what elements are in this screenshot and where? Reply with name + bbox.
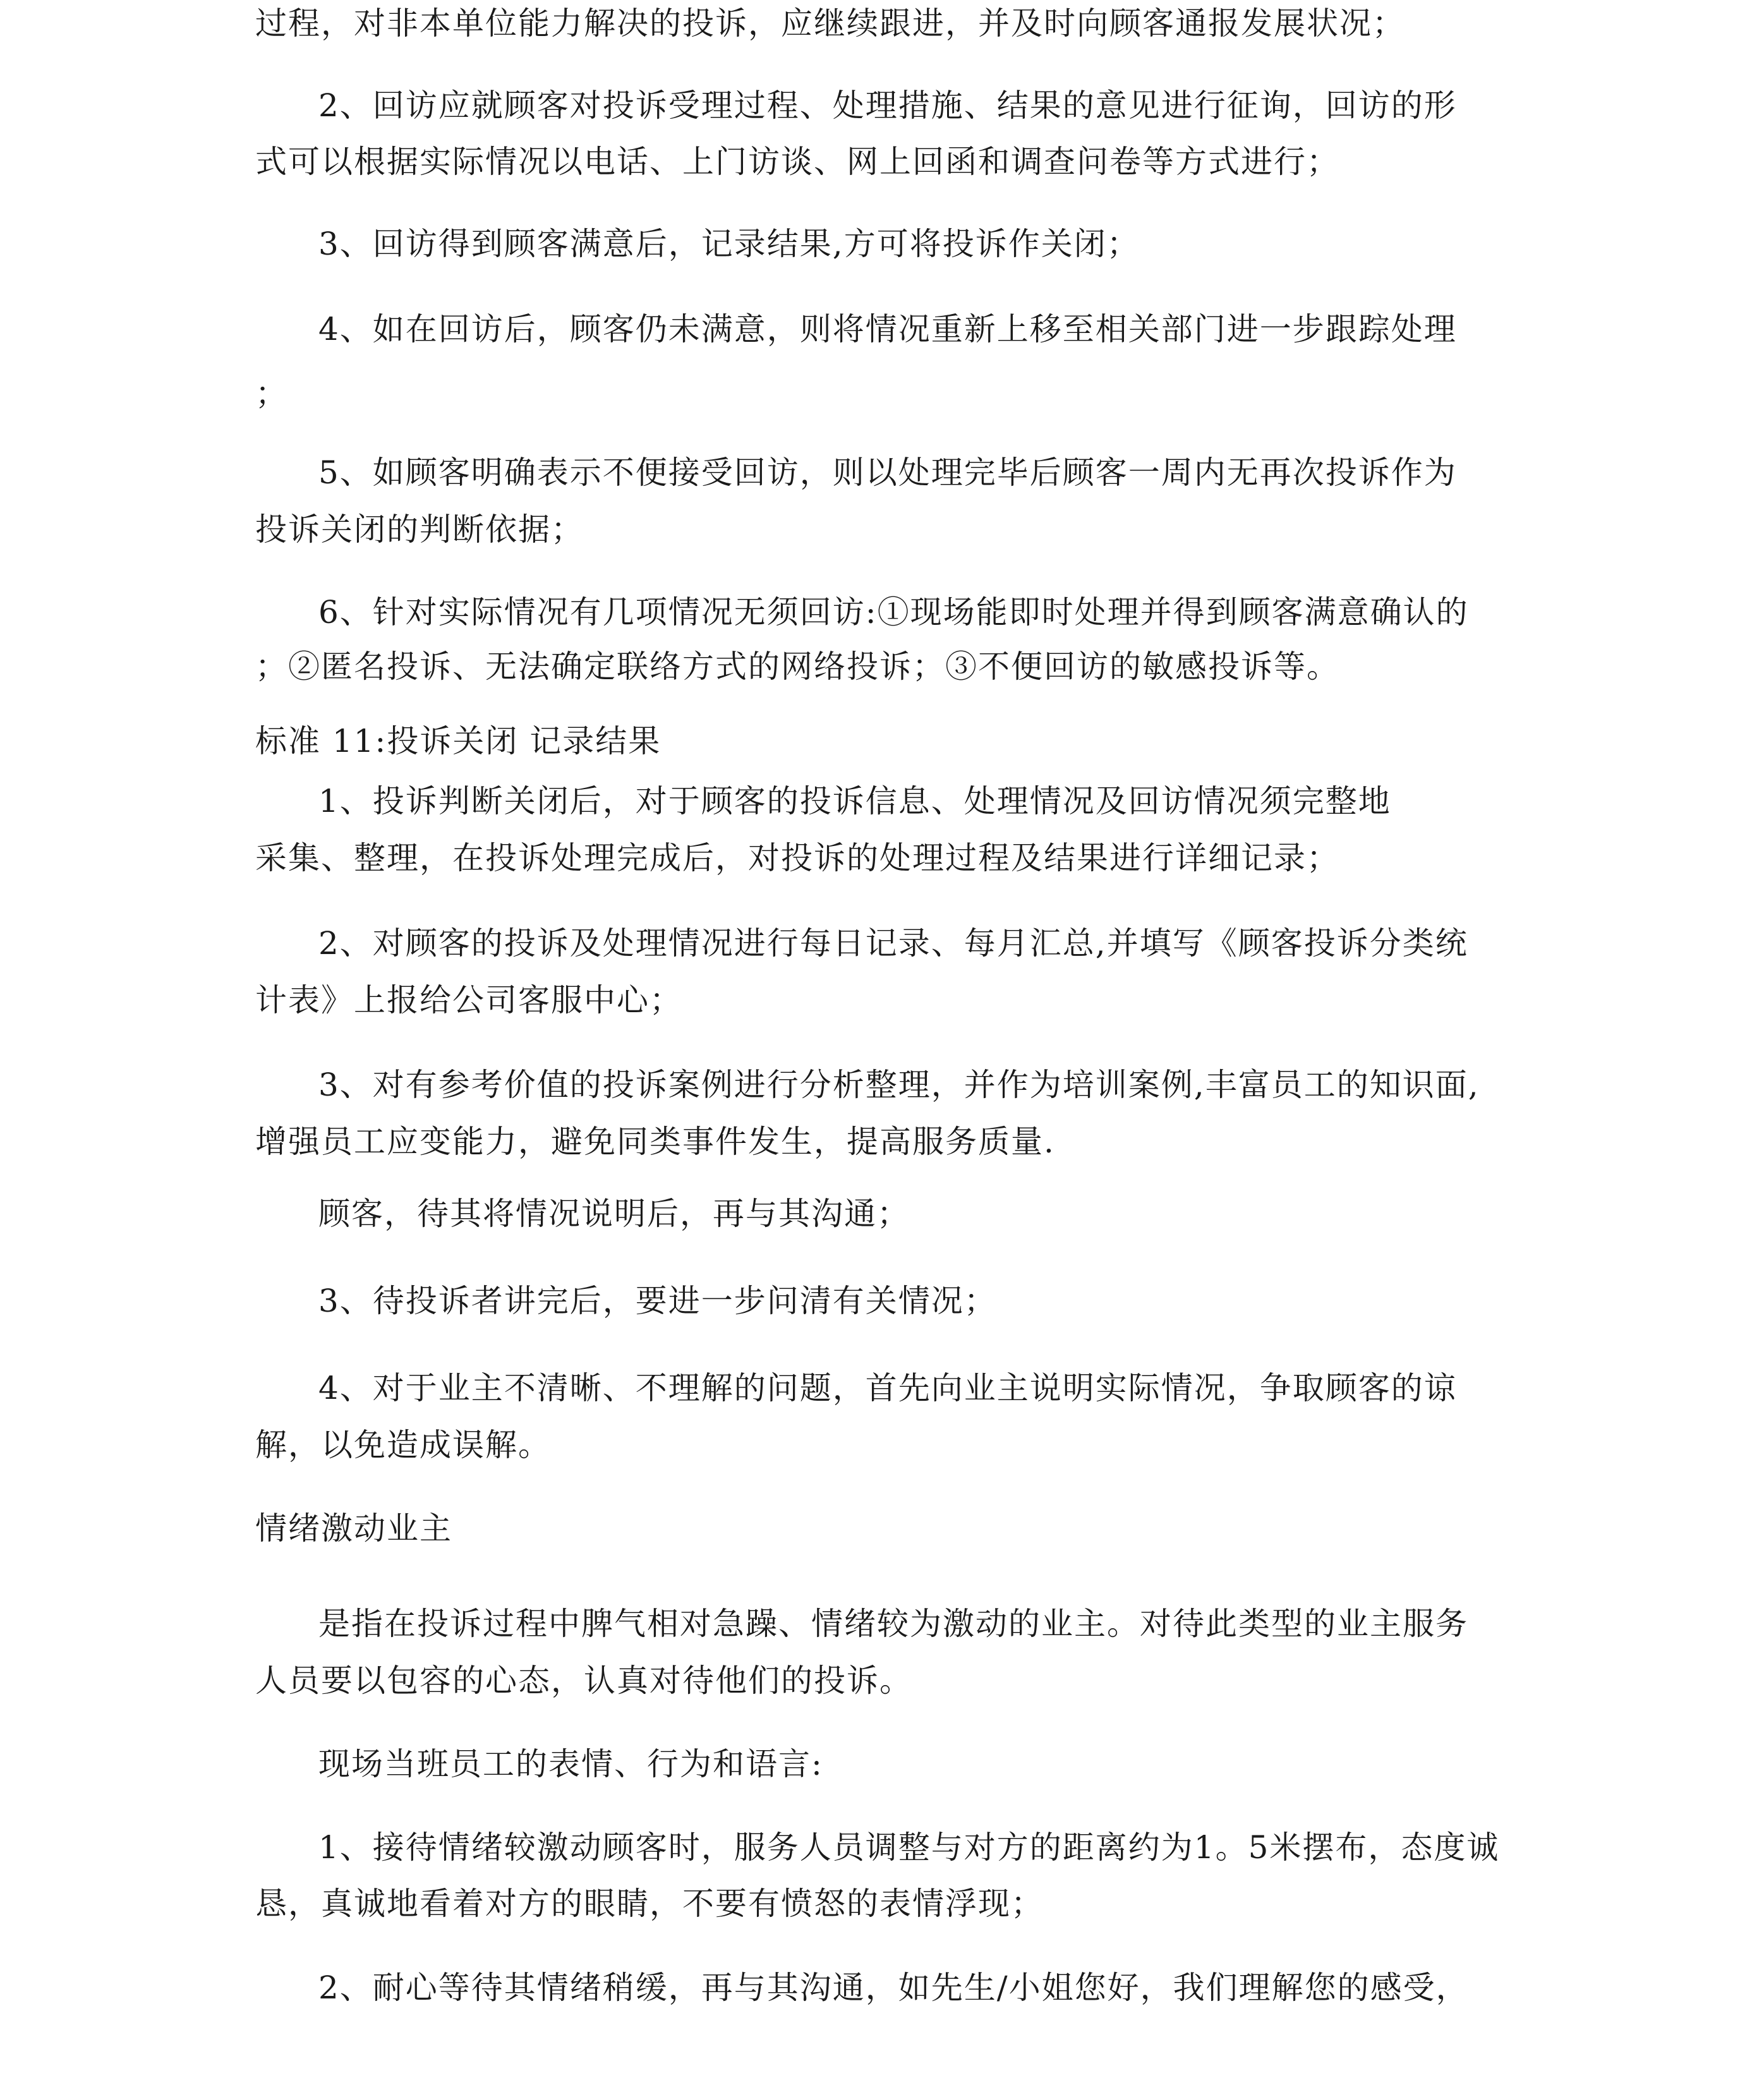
text-line: ；②匿名投诉、无法确定联络方式的网络投诉；③不便回访的敏感投诉等。 [255, 648, 1339, 685]
text-line: 4、对于业主不清晰、不理解的问题，首先向业主说明实际情况，争取顾客的谅 [318, 1370, 1457, 1406]
text-line: 是指在投诉过程中脾气相对急躁、情绪较为激动的业主。对待此类型的业主服务 [318, 1605, 1468, 1642]
section-heading: 情绪激动业主 [255, 1510, 452, 1547]
text-line: 2、对顾客的投诉及处理情况进行每日记录、每月汇总,并填写《顾客投诉分类统 [318, 925, 1468, 962]
text-line: 2、回访应就顾客对投诉受理过程、处理措施、结果的意见进行征询，回访的形 [318, 87, 1457, 124]
text-line: 增强员工应变能力，避免同类事件发生，提高服务质量. [255, 1123, 1055, 1160]
text-line: 恳，真诚地看着对方的眼睛，不要有愤怒的表情浮现； [255, 1885, 1044, 1922]
section-heading: 标准 11:投诉关闭 记录结果 [255, 723, 662, 759]
text-line: 投诉关闭的判断依据； [255, 511, 584, 548]
text-line: 6、针对实际情况有几项情况无须回访:①现场能即时处理并得到顾客满意确认的 [318, 594, 1469, 631]
text-line: 1、投诉判断关闭后，对于顾客的投诉信息、处理情况及回访情况须完整地 [318, 783, 1391, 819]
text-line: 4、如在回访后，顾客仍未满意，则将情况重新上移至相关部门进一步跟踪处理 [318, 311, 1457, 348]
text-line: 1、接待情绪较激动顾客时，服务人员调整与对方的距离约为1。5米摆布，态度诚 [318, 1829, 1500, 1866]
text-line: 计表》上报给公司客服中心； [255, 982, 682, 1018]
text-line: 采集、整理，在投诉处理完成后，对投诉的处理过程及结果进行详细记录； [255, 840, 1339, 876]
text-line: 解，以免造成误解。 [255, 1427, 551, 1463]
text-line: 现场当班员工的表情、行为和语言: [318, 1746, 823, 1782]
text-line: 过程，对非本单位能力解决的投诉，应继续跟进，并及时向顾客通报发展状况； [255, 5, 1405, 42]
text-line: 式可以根据实际情况以电话、上门访谈、网上回函和调查问卷等方式进行； [255, 143, 1339, 180]
text-line: 顾客，待其将情况说明后，再与其沟通； [318, 1195, 910, 1232]
text-line: 2、耐心等待其情绪稍缓，再与其沟通，如先生/小姐您好，我们理解您的感受， [318, 1969, 1469, 2006]
text-line: 人员要以包容的心态，认真对待他们的投诉。 [255, 1662, 912, 1699]
text-line: 3、对有参考价值的投诉案例进行分析整理，并作为培训案例,丰富员工的知识面, [318, 1067, 1480, 1103]
text-line: ； [255, 375, 288, 412]
text-line: 3、回访得到顾客满意后，记录结果,方可将投诉作关闭； [318, 226, 1140, 262]
text-line: 5、如顾客明确表示不便接受回访，则以处理完毕后顾客一周内无再次投诉作为 [318, 454, 1457, 491]
text-line: 3、待投诉者讲完后，要进一步问清有关情况； [318, 1283, 997, 1319]
